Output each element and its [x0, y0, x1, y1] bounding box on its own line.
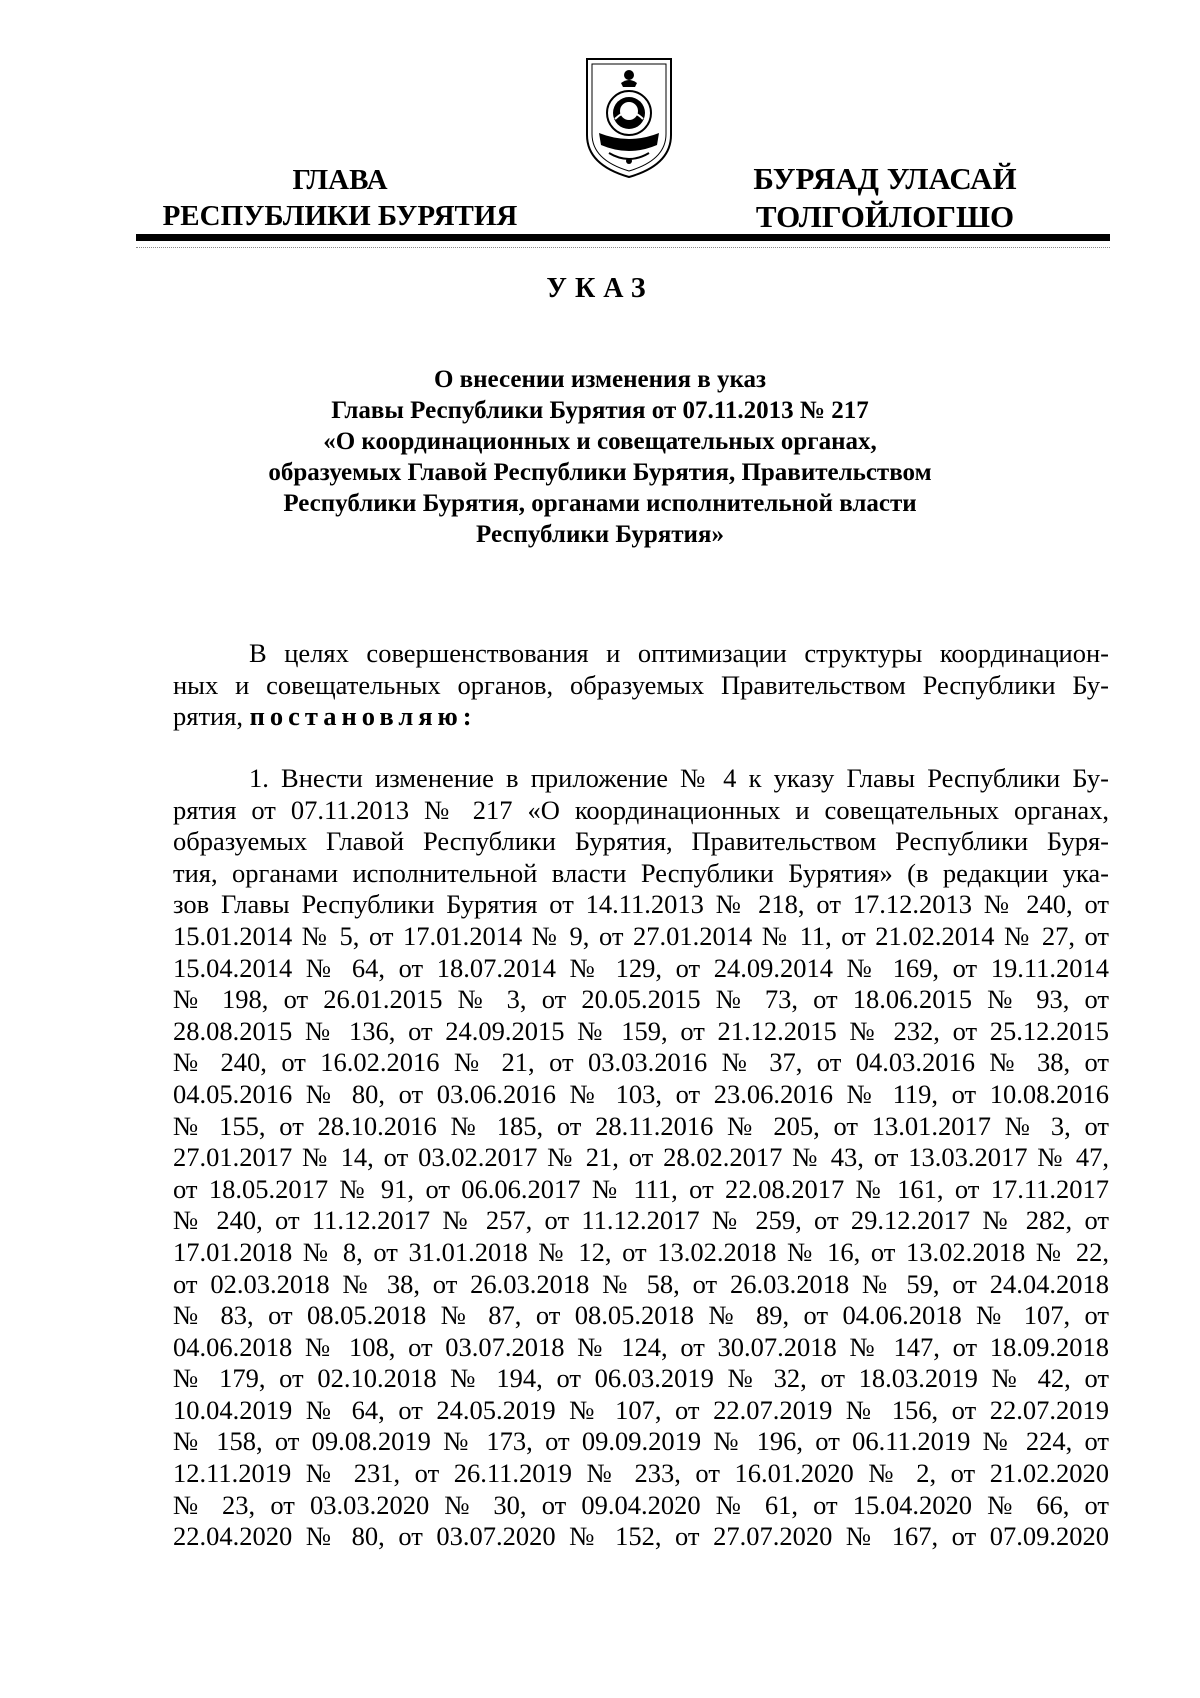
paragraph-line: 04.05.2016 № 80, от 03.06.2016 № 103, от 23.06.2016 № 119, от 10.08.2016	[173, 1078, 1109, 1109]
paragraph-line: № 198, от 26.01.2015 № 3, от 20.05.2015 № 73, от 18.06.2015 № 93, от	[173, 984, 1109, 1015]
paragraph-line: 27.01.2017 № 14, от 03.02.2017 № 21, от 28.02.2017 № 43, от 13.03.2017 № 47,	[173, 1142, 1109, 1173]
paragraph-line: № 155, от 28.10.2016 № 185, от 28.11.2016 № 205, от 13.01.2017 № 3, от	[173, 1110, 1109, 1141]
paragraph-line: рятия от 07.11.2013 № 217 «О координационных и совещательных органах,	[173, 794, 1109, 825]
issuer-title-russian	[150, 162, 530, 234]
document-type: УКАЗ	[546, 273, 654, 304]
paragraph-line: № 83, от 08.05.2018 № 87, от 08.05.2018 № 89, от 04.06.2018 № 107, от	[173, 1300, 1109, 1331]
paragraph-line: № 23, от 03.03.2020 № 30, от 09.04.2020 № 61, от 15.04.2020 № 66, от	[173, 1489, 1109, 1520]
issuer-title-line: ТОЛГОЙЛОГШО	[755, 199, 1015, 234]
title-line: «О координационных и совещательных органах,	[323, 428, 877, 455]
paragraph-line	[173, 701, 1109, 733]
paragraph-line: от 02.03.2018 № 38, от 26.03.2018 № 58, от 26.03.2018 № 59, от 24.04.2018	[173, 1268, 1109, 1299]
paragraph-line: ных и совещательных органов, образуемых Правительством Республики Бу-	[173, 669, 1109, 700]
paragraph-line: В целях совершенствования и оптимизации структуры координацион-	[249, 638, 1109, 668]
title-line: образуемых Главой Республики Бурятия, Правительством	[268, 459, 932, 486]
title-line: О внесении изменения в указ	[433, 366, 767, 393]
paragraph-line: тия, органами исполнительной власти Республики Бурятия» (в редакции ука-	[173, 857, 1109, 888]
issuer-title-line: РЕСПУБЛИКИ БУРЯТИЯ	[162, 200, 518, 232]
decree-word: постановляю:	[249, 701, 477, 732]
paragraph-line: зов Главы Республики Бурятия от 14.11.2013 № 218, от 17.12.2013 № 240, от	[173, 889, 1109, 920]
paragraph-line: 10.04.2019 № 64, от 24.05.2019 № 107, от 22.07.2019 № 156, от 22.07.2019	[173, 1394, 1109, 1425]
paragraph-line: 12.11.2019 № 231, от 26.11.2019 № 233, от 16.01.2020 № 2, от 21.02.2020	[173, 1458, 1109, 1489]
issuer-title-buryat	[720, 160, 1050, 236]
paragraph-line: № 240, от 11.12.2017 № 257, от 11.12.2017 № 259, от 29.12.2017 № 282, от	[173, 1205, 1109, 1236]
issuer-title-line: ГЛАВА	[292, 164, 388, 196]
paragraph-line: 15.04.2014 № 64, от 18.07.2014 № 129, от 24.09.2014 № 169, от 19.11.2014	[173, 952, 1109, 983]
paragraph-line: от 18.05.2017 № 91, от 06.06.2017 № 111, от 22.08.2017 № 161, от 17.11.2017	[173, 1173, 1109, 1204]
title-line: Республики Бурятия, органами исполнительной власти	[283, 490, 917, 517]
title-line: Главы Республики Бурятия от 07.11.2013 № 217	[331, 397, 869, 424]
paragraph-line: 28.08.2015 № 136, от 24.09.2015 № 159, от 21.12.2015 № 232, от 25.12.2015	[173, 1015, 1109, 1046]
paragraph-line: № 179, от 02.10.2018 № 194, от 06.03.2019 № 32, от 18.03.2019 № 42, от	[173, 1363, 1109, 1394]
issuer-title-line: БУРЯАД УЛАСАЙ	[753, 161, 1017, 196]
paragraph-line: 1. Внести изменение в приложение № 4 к указу Главы Республики Бу-	[249, 763, 1109, 793]
header-divider	[136, 234, 1110, 241]
header-divider-thin	[136, 247, 1110, 248]
paragraph-line: 22.04.2020 № 80, от 03.07.2020 № 152, от 27.07.2020 № 167, от 07.09.2020	[173, 1521, 1109, 1552]
paragraph-line: 04.06.2018 № 108, от 03.07.2018 № 124, от 30.07.2018 № 147, от 18.09.2018	[173, 1331, 1109, 1362]
document-title	[230, 364, 970, 550]
paragraph-line: 15.01.2014 № 5, от 17.01.2014 № 9, от 27.01.2014 № 11, от 21.02.2014 № 27, от	[173, 920, 1109, 951]
paragraph-line: образуемых Главой Республики Бурятия, Правительством Республики Буря-	[173, 826, 1109, 857]
preamble-paragraph	[173, 638, 1109, 733]
preamble-last-text: рятия,	[173, 701, 250, 732]
paragraph-line: 17.01.2018 № 8, от 31.01.2018 № 12, от 13.02.2018 № 16, от 13.02.2018 № 22,	[173, 1236, 1109, 1267]
paragraph-line: № 240, от 16.02.2016 № 21, от 03.03.2016 № 37, от 04.03.2016 № 38, от	[173, 1047, 1109, 1078]
item-1-paragraph	[173, 763, 1109, 1553]
title-line: Республики Бурятия»	[476, 521, 724, 548]
coat-of-arms-icon	[583, 53, 675, 181]
paragraph-line: № 158, от 09.08.2019 № 173, от 09.09.2019 № 196, от 06.11.2019 № 224, от	[173, 1426, 1109, 1457]
